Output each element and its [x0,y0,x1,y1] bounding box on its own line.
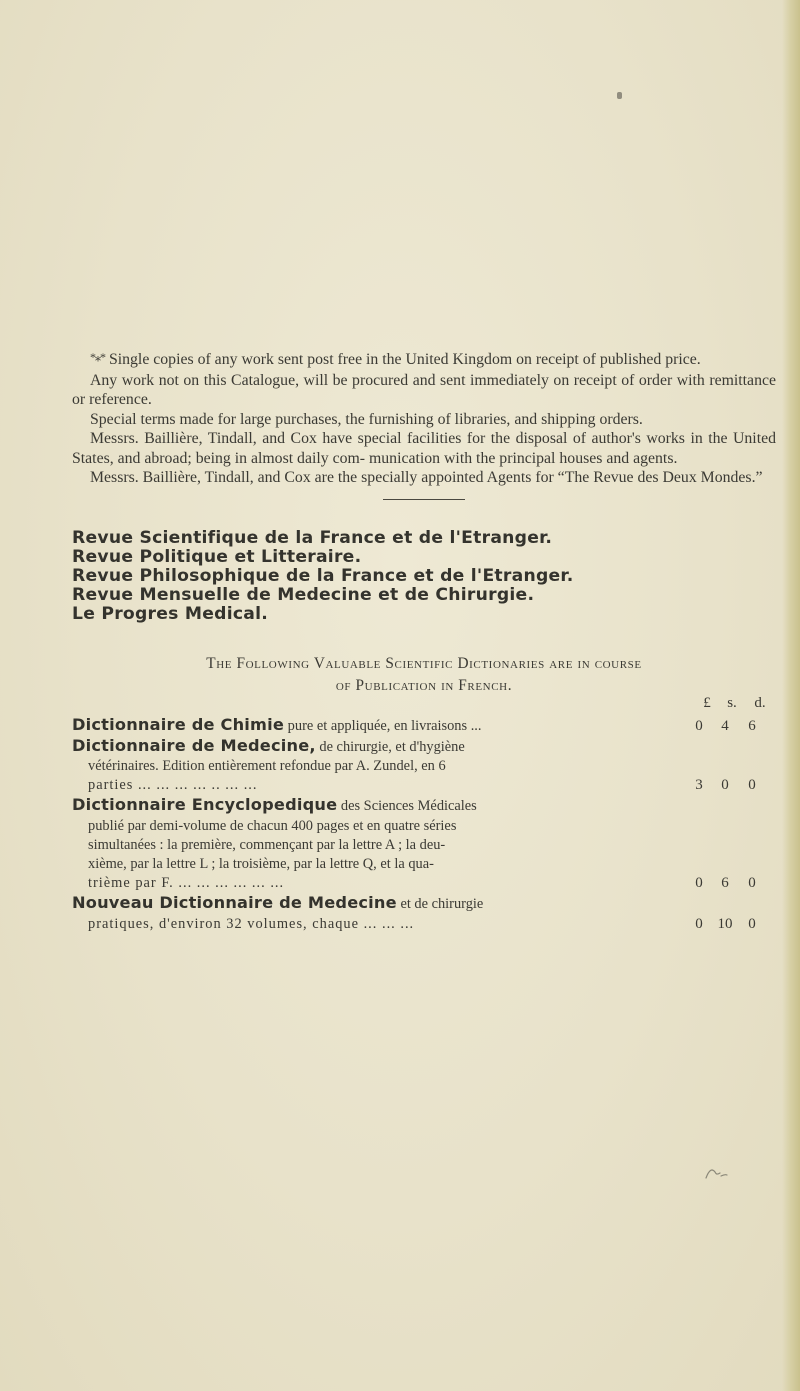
price [694,915,776,934]
dictionary-description: de chirurgie, et d'hygiène [319,738,465,755]
dictionary-title: Nouveau Dictionnaire de Medecine [72,893,397,913]
revue-title: Revue Politique et Litteraire. [72,546,362,567]
dictionary-description: trième par F. ... ... ... ... ... ... [88,875,285,892]
asterism-icon: *⁎* [90,350,105,364]
price-shillings: 4 [721,717,729,734]
notice-block [72,350,776,488]
dictionary-entry [72,715,776,736]
dictionary-description: pratiques, d'environ 32 volumes, chaque ... ... ... [88,915,415,932]
revue-title: Revue Scientifique de la France et de l'Etranger. [72,527,553,548]
price [694,776,776,795]
notice-paragraph [72,468,776,488]
pounds-header: £ [703,694,711,711]
dictionary-entry [72,736,776,796]
price-pounds: 0 [695,717,703,734]
dictionary-description: et de chirurgie [400,896,484,913]
ink-speck [617,92,622,99]
dictionary-description: pure et appliquée, en livraisons ... [287,717,482,734]
price [694,717,776,736]
price-pounds: 0 [695,915,703,932]
price-pence: 0 [748,915,756,932]
section-heading-continued: of Publication in French. [335,676,513,694]
notice-text: Single copies of any work sent post free in the United Kingdom on receipt of published price. [108,351,701,368]
shillings-header: s. [727,694,737,711]
price-pence: 0 [748,777,756,794]
dictionary-description: des Sciences Médicales [340,798,477,815]
catalogue-page [72,350,776,934]
notice-paragraph [72,371,776,410]
revue-title: Revue Philosophique de la France et de l'Etranger. [72,565,574,586]
notice-text: Messrs. Baillière, Tindall, and Cox are the specially appointed Agents for “The Revue des Deux Mondes.” [90,469,763,486]
notice-paragraph [72,410,776,430]
price [694,874,776,893]
revue-title: Le Progres Medical. [72,603,269,624]
price-pounds: 0 [695,875,703,892]
price-pence: 6 [748,717,756,734]
notice-text: Any work not on this Catalogue, will be procured and sent immediately on receipt of order with remittance or reference. [72,371,776,408]
section-heading: The Following Valuable Scientific Dictionaries are in course [206,654,642,672]
revue-list [72,529,776,624]
notice-paragraph [72,350,776,371]
price-shillings: 0 [721,777,729,794]
price-column-header [72,694,776,715]
dictionary-entry [72,795,776,893]
price-pence: 0 [748,875,756,892]
price-pounds: 3 [695,777,703,794]
pencil-mark-icon [704,1166,728,1180]
divider-rule [383,499,465,500]
dictionary-description: vétérinaires. Edition entièrement refondue par A. Zundel, en 6 [88,757,446,774]
dictionary-title: Dictionnaire de Chimie [72,714,285,734]
price-shillings: 6 [721,875,729,892]
notice-paragraph [72,429,776,468]
price-shillings: 10 [717,915,733,932]
notice-text: Special terms made for large purchases, the furnishing of libraries, and shipping orders. [90,410,643,428]
dictionary-title: Dictionnaire de Medecine, [72,735,316,755]
notice-text: Messrs. Baillière, Tindall, and Cox have special facilities for the disposal of author's works in the United States, and abroad; being in almost daily com- munication with the principal houses and agents. [72,430,776,467]
revue-title: Revue Mensuelle de Medecine et de Chirurgie. [72,584,535,605]
dictionary-list [72,694,776,934]
dictionary-description: parties ... ... ... ... .. ... ... [88,777,258,794]
dictionary-description: publié par demi-volume de chacun 400 pages et en quatre séries [88,817,457,834]
dictionary-entry [72,893,776,933]
dictionary-title: Dictionnaire Encyclopedique [72,795,338,815]
pence-header: d. [754,694,766,711]
page-edge-shadow [782,0,800,1391]
dictionary-description: xième, par la lettre L ; la troisième, par la lettre Q, et la qua- [88,855,434,872]
dictionary-description: simultanées : la première, commençant par la lettre A ; la deu- [88,836,446,853]
